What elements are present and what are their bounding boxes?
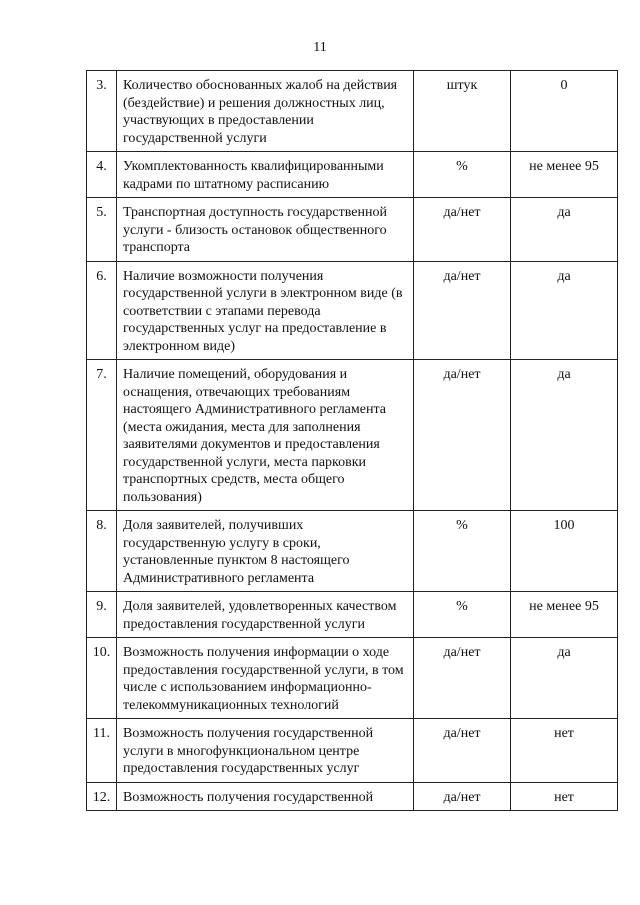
row-number: 3. — [87, 71, 117, 152]
indicator-description: Наличие возможности получения государственной услуги в электронном виде (в соответствии с этапами перевода государственных услуг на предоставление в электронном виде) — [117, 261, 414, 360]
row-number: 10. — [87, 638, 117, 719]
target-value: нет — [511, 719, 618, 783]
target-value: да — [511, 198, 618, 262]
unit-of-measure: % — [414, 152, 511, 198]
unit-of-measure: да/нет — [414, 638, 511, 719]
table-row — [87, 719, 618, 783]
target-value: 100 — [511, 511, 618, 592]
indicators-table — [86, 70, 618, 811]
unit-of-measure: штук — [414, 71, 511, 152]
indicator-description: Укомплектованность квалифицированными кадрами по штатному расписанию — [117, 152, 414, 198]
target-value: не менее 95 — [511, 592, 618, 638]
unit-of-measure: % — [414, 511, 511, 592]
indicator-description: Доля заявителей, удовлетворенных качеством предоставления государственной услуги — [117, 592, 414, 638]
target-value: нет — [511, 782, 618, 811]
indicator-description: Возможность получения государственной — [117, 782, 414, 811]
table-row — [87, 71, 618, 152]
row-number: 11. — [87, 719, 117, 783]
table-row — [87, 592, 618, 638]
indicator-description: Наличие помещений, оборудования и оснащения, отвечающих требованиям настоящего Административного регламента (места ожидания, места для заполнения заявителями документов и предоставления государственной услуги, места парковки транспортных средств, места общего пользования) — [117, 360, 414, 511]
indicator-description: Количество обоснованных жалоб на действия (бездействие) и решения должностных лиц, участвующих в предоставлении государственной услуги — [117, 71, 414, 152]
page-number: 11 — [313, 40, 327, 55]
unit-of-measure: да/нет — [414, 719, 511, 783]
row-number: 7. — [87, 360, 117, 511]
target-value: да — [511, 638, 618, 719]
unit-of-measure: да/нет — [414, 261, 511, 360]
table-row — [87, 511, 618, 592]
target-value: да — [511, 261, 618, 360]
table-row — [87, 638, 618, 719]
unit-of-measure: % — [414, 592, 511, 638]
row-number: 8. — [87, 511, 117, 592]
row-number: 6. — [87, 261, 117, 360]
target-value: да — [511, 360, 618, 511]
unit-of-measure: да/нет — [414, 198, 511, 262]
indicator-description: Транспортная доступность государственной услуги - близость остановок общественного транспорта — [117, 198, 414, 262]
indicator-description: Возможность получения государственной услуги в многофункциональном центре предоставления государственных услуг — [117, 719, 414, 783]
target-value: не менее 95 — [511, 152, 618, 198]
table-row — [87, 360, 618, 511]
table-row — [87, 261, 618, 360]
indicator-description: Доля заявителей, получивших государственную услугу в сроки, установленные пунктом 8 настоящего Административного регламента — [117, 511, 414, 592]
row-number: 5. — [87, 198, 117, 262]
table-row — [87, 782, 618, 811]
indicators-table-body — [87, 71, 618, 811]
unit-of-measure: да/нет — [414, 782, 511, 811]
row-number: 12. — [87, 782, 117, 811]
row-number: 4. — [87, 152, 117, 198]
target-value: 0 — [511, 71, 618, 152]
indicator-description: Возможность получения информации о ходе предоставления государственной услуги, в том числе с использованием информационно-телекоммуникационных технологий — [117, 638, 414, 719]
table-row — [87, 152, 618, 198]
table-row — [87, 198, 618, 262]
row-number: 9. — [87, 592, 117, 638]
unit-of-measure: да/нет — [414, 360, 511, 511]
